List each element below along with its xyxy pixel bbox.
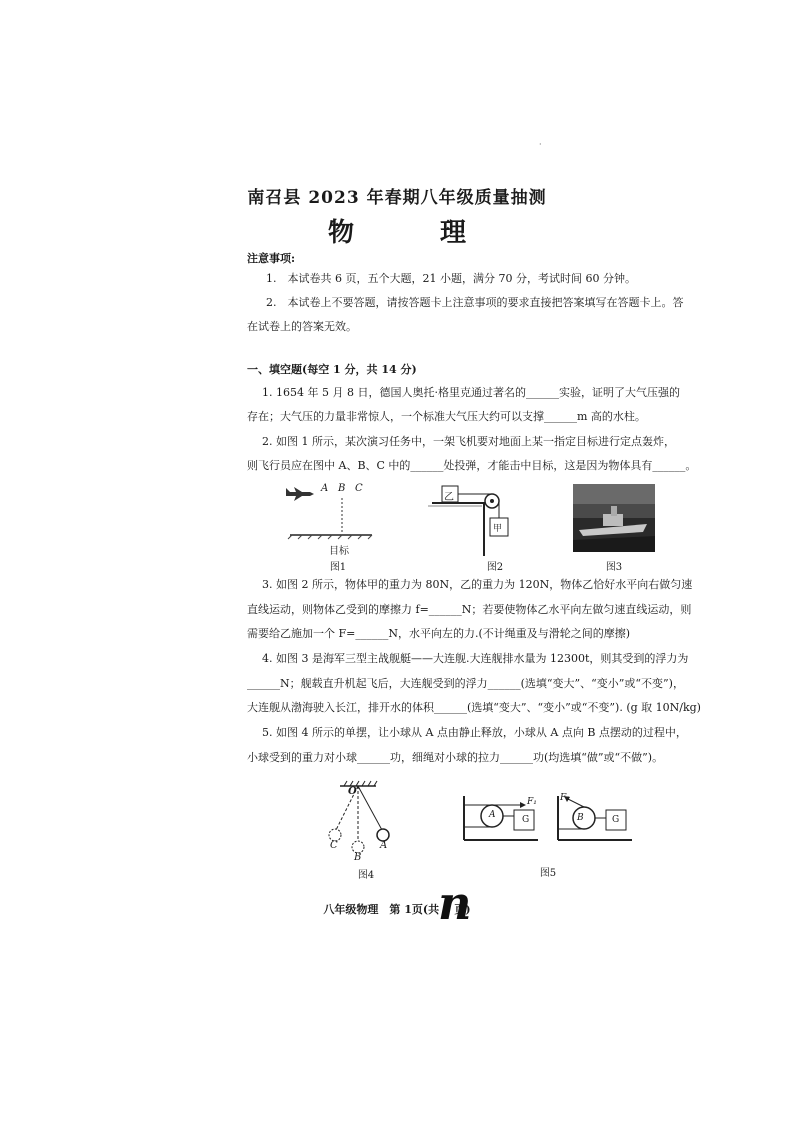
overlay-handwritten-mark: n: [438, 876, 472, 930]
fig5-left-force-label: F₁: [527, 797, 537, 807]
fig2-caption: 图2: [486, 562, 504, 573]
q4-line1: 4. 如图 3 是海军三型主战舰艇——大连舰.大连舰排水量为 12300t，则其受到的浮力为: [262, 652, 689, 665]
notice-item-2: 2. 本试卷上不要答题，请按答题卡上注意事项的要求直接把答案填写在答题卡上。答: [266, 296, 684, 309]
fig5-right-weight-label: G: [612, 815, 620, 825]
fig5-left-wheel-label: A: [489, 810, 496, 820]
fig1-label-a: A: [321, 483, 329, 494]
fig5-right-wheel-label: B: [577, 813, 584, 823]
q2-line2: 则飞行员应在图中 A、B、C 中的______处投弹，才能击中目标，这是因为物体具有______。: [247, 459, 697, 472]
fig4-label-b: B: [354, 852, 362, 863]
q5-line1: 5. 如图 4 所示的单摆，让小球从 A 点由静止释放，小球从 A 点向 B 点摆动的过程中，: [262, 726, 687, 739]
section1-heading: 一、填空题(每空 1 分，共 14 分): [247, 363, 417, 376]
q3-line3: 需要给乙施加一个 F=______N，水平向左的力.(不计绳重及与滑轮之间的摩擦): [247, 627, 631, 640]
fig5-right-force-label: F₂: [560, 793, 570, 803]
q4-line3: 大连舰从渤海驶入长江，排开水的体积______(选填“变大”、“变小”或“不变”). (g 取 10N/kg): [247, 701, 701, 714]
page-footer: 八年级物理 第 1页(共 6 页): [323, 903, 471, 916]
fig1-caption: 图1: [329, 562, 347, 573]
q2-line1: 2. 如图 1 所示，某次演习任务中，一架飞机要对地面上某一指定目标进行定点轰炸，: [262, 435, 675, 448]
fig2-block-hang: 甲: [493, 524, 503, 534]
figure-2: [428, 482, 518, 558]
q3-line1: 3. 如图 2 所示，物体甲的重力为 80N，乙的重力为 120N，物体乙恰好水平向右做匀速: [262, 578, 693, 591]
fig1-label-b: B: [338, 483, 346, 494]
notice-item-1: 1. 本试卷共 6 页，五个大题，21 小题，满分 70 分，考试时间 60 分钟。: [266, 272, 636, 285]
q1-line2: 存在；大气压的力量非常惊人，一个标准大气压大约可以支撑______m 高的水柱。: [247, 410, 646, 423]
stray-mark: ·: [539, 140, 542, 149]
airplane-icon: [286, 487, 314, 501]
fig1-target-label: 目标: [329, 546, 349, 557]
q3-line2: 直线运动，则物体乙受到的摩擦力 f=______N；若要使物体乙水平向左做匀速直线运动，则: [247, 603, 692, 616]
fig4-label-a: A: [380, 840, 388, 851]
fig1-label-c: C: [355, 483, 363, 494]
fig4-caption: 图4: [357, 870, 375, 881]
figure-3-photo: [573, 484, 655, 552]
exam-subject: 物 理: [327, 218, 496, 248]
notice-heading: 注意事项:: [247, 252, 296, 265]
notice-item-3: 在试卷上的答案无效。: [247, 320, 357, 333]
fig4-pivot-label: O: [348, 786, 357, 797]
fig2-block-top: 乙: [444, 492, 454, 503]
fig5-left-weight-label: G: [522, 815, 530, 825]
fig5-caption: 图5: [539, 868, 557, 879]
fig4-label-c: C: [330, 840, 338, 851]
fig3-caption: 图3: [605, 562, 623, 573]
q4-line2: ______N；舰载直升机起飞后，大连舰受到的浮力______(选填“变大”、“变小”或“不变”)，: [247, 677, 684, 690]
q1-line1: 1. 1654 年 5 月 8 日，德国人奥托·格里克通过著名的______实验，证明了大气压强的: [262, 386, 680, 399]
q5-line2: 小球受到的重力对小球______功，细绳对小球的拉力______功(均选填“做”或“不做”)。: [247, 751, 664, 764]
exam-title: 南召县 2023 年春期八年级质量抽测: [247, 188, 547, 208]
